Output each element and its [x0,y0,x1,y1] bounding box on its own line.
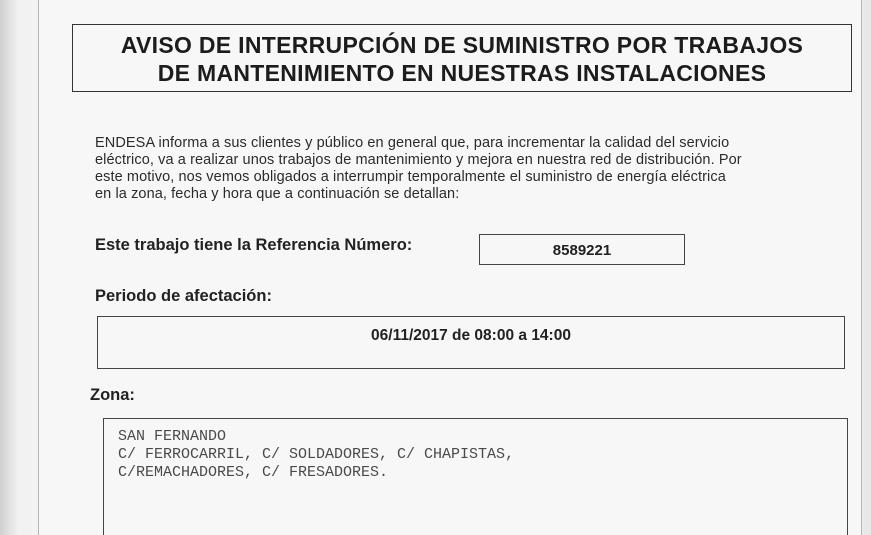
zone-label: Zona: [90,386,135,404]
intro-line: este motivo, nos vemos obligados a interrumpir temporalmente el suministro de energía eléctrica [95,169,726,185]
zone-line: C/ FERROCARRIL, C/ SOLDADORES, C/ CHAPISTAS, [118,446,515,463]
reference-number-box: 8589221 [479,234,685,265]
zone-line: SAN FERNANDO [118,428,227,445]
intro-line: eléctrico, va a realizar unos trabajos de mantenimiento y mejora en nuestra red de distribución. Por [95,152,742,168]
intro-line: en la zona, fecha y hora que a continuación se detallan: [95,186,460,202]
notice-title-line-2: DE MANTENIMIENTO EN NUESTRAS INSTALACIONES [157,60,767,86]
reference-label: Este trabajo tiene la Referencia Número: [95,236,413,254]
zone-line: C/REMACHADORES, C/ FRESADORES. [118,464,389,481]
intro-paragraph [95,135,830,203]
zone-box [103,418,848,535]
intro-line: ENDESA informa a sus clientes y público en general que, para incrementar la calidad del servicio [95,135,730,151]
notice-title [72,24,852,92]
notice-title-line-1: AVISO DE INTERRUPCIÓN DE SUMINISTRO POR TRABAJOS [120,32,804,58]
period-box [97,316,845,369]
period-label: Periodo de afectación: [95,287,272,305]
period-value: 06/11/2017 de 08:00 a 14:00 [371,327,571,344]
